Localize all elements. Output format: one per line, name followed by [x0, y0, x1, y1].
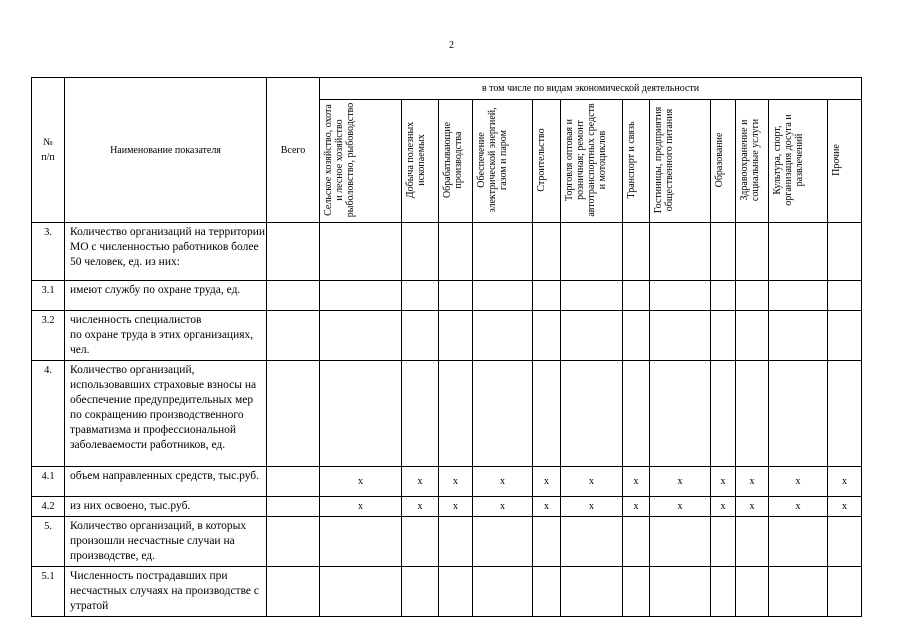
data-cell[interactable]	[320, 361, 402, 467]
not-applicable-mark: х	[320, 467, 402, 497]
row-indicator-name: объем направленных средств, тыс.руб.	[65, 467, 267, 497]
not-applicable-mark: х	[828, 467, 862, 497]
num-header	[32, 78, 65, 223]
not-applicable-mark: х	[439, 497, 473, 517]
data-cell[interactable]	[650, 567, 711, 617]
data-cell[interactable]	[320, 223, 402, 281]
data-cell[interactable]	[769, 361, 828, 467]
not-applicable-mark: х	[561, 497, 623, 517]
report-table	[31, 77, 862, 617]
data-cell[interactable]	[533, 361, 561, 467]
data-cell[interactable]	[561, 361, 623, 467]
data-cell[interactable]	[769, 223, 828, 281]
total-cell[interactable]	[267, 467, 320, 497]
data-cell[interactable]	[320, 311, 402, 361]
activity-group-label: в том числе по видам экономической деятельности	[481, 83, 700, 94]
activity-group-header	[320, 78, 862, 100]
data-cell[interactable]	[623, 567, 650, 617]
name-header-label: Наименование показателя	[110, 144, 221, 156]
not-applicable-mark: х	[561, 467, 623, 497]
data-cell[interactable]	[711, 567, 736, 617]
not-applicable-mark: х	[650, 497, 711, 517]
not-applicable-mark: х	[736, 467, 769, 497]
row-indicator-name: Количество организаций, использовавших страховые взносы на обеспечение предупредительных мер по сокращению производственного травматизма и профессиональной заболеваемости работников, ед.	[65, 361, 267, 467]
data-cell[interactable]	[473, 567, 533, 617]
data-cell[interactable]	[828, 223, 862, 281]
activity-header-label: Здравоохранение и социальные услуги	[739, 118, 761, 202]
num-header-label: № п/п	[41, 137, 55, 163]
activity-header-1	[402, 100, 439, 223]
not-applicable-mark: х	[711, 497, 736, 517]
data-cell[interactable]	[473, 361, 533, 467]
row-number: 5.1	[32, 567, 65, 617]
data-cell[interactable]	[439, 223, 473, 281]
activity-header-label: Прочие	[831, 144, 842, 176]
row-number: 4.	[32, 361, 65, 467]
name-header	[65, 78, 267, 223]
table-row	[32, 361, 862, 467]
data-cell[interactable]	[439, 361, 473, 467]
data-cell[interactable]	[533, 223, 561, 281]
not-applicable-mark: х	[828, 497, 862, 517]
row-number: 5.	[32, 517, 65, 567]
table-row	[32, 517, 862, 567]
data-cell[interactable]	[439, 311, 473, 361]
row-number: 4.2	[32, 497, 65, 517]
data-cell[interactable]	[650, 361, 711, 467]
not-applicable-mark: х	[533, 497, 561, 517]
row-indicator-name: имеют службу по охране труда, ед.	[65, 281, 267, 311]
data-cell[interactable]	[561, 567, 623, 617]
total-cell[interactable]	[267, 311, 320, 361]
activity-header-label: Обеспечение электрической энергией, газом и паром	[476, 107, 509, 213]
activity-header-8	[711, 100, 736, 223]
total-header	[267, 78, 320, 223]
total-cell[interactable]	[267, 497, 320, 517]
data-cell[interactable]	[402, 567, 439, 617]
data-cell[interactable]	[828, 567, 862, 617]
data-cell[interactable]	[402, 281, 439, 311]
data-cell[interactable]	[439, 281, 473, 311]
data-cell[interactable]	[473, 311, 533, 361]
data-cell[interactable]	[711, 223, 736, 281]
data-cell[interactable]	[736, 281, 769, 311]
activity-header-label: Строительство	[536, 128, 547, 192]
data-cell[interactable]	[402, 311, 439, 361]
data-cell[interactable]	[473, 223, 533, 281]
table-row	[32, 567, 862, 617]
row-number: 3.	[32, 223, 65, 281]
activity-header-9	[736, 100, 769, 223]
total-cell[interactable]	[267, 567, 320, 617]
activity-header-6	[623, 100, 650, 223]
data-cell[interactable]	[320, 567, 402, 617]
data-cell[interactable]	[623, 223, 650, 281]
page-number: 2	[449, 40, 454, 51]
data-cell[interactable]	[828, 281, 862, 311]
not-applicable-mark: х	[473, 467, 533, 497]
activity-header-label: Транспорт и связь	[626, 121, 637, 199]
total-cell[interactable]	[267, 517, 320, 567]
not-applicable-mark: х	[769, 467, 828, 497]
not-applicable-mark: х	[320, 497, 402, 517]
activity-header-label: Добыча полезных ископаемых	[405, 121, 427, 199]
table-row	[32, 311, 862, 361]
table-row	[32, 467, 862, 497]
not-applicable-mark: х	[439, 467, 473, 497]
row-indicator-name: Численность пострадавших при несчастных случаях на производстве с утратой	[65, 567, 267, 617]
table-row	[32, 281, 862, 311]
data-cell[interactable]	[320, 517, 402, 567]
total-cell[interactable]	[267, 361, 320, 467]
data-cell[interactable]	[533, 517, 561, 567]
activity-header-3	[473, 100, 533, 223]
row-number: 4.1	[32, 467, 65, 497]
row-number: 3.1	[32, 281, 65, 311]
data-cell[interactable]	[736, 311, 769, 361]
not-applicable-mark: х	[769, 497, 828, 517]
data-cell[interactable]	[828, 361, 862, 467]
data-cell[interactable]	[561, 223, 623, 281]
data-cell[interactable]	[650, 517, 711, 567]
data-cell[interactable]	[561, 311, 623, 361]
data-cell[interactable]	[711, 311, 736, 361]
not-applicable-mark: х	[402, 497, 439, 517]
total-cell[interactable]	[267, 223, 320, 281]
row-indicator-name: из них освоено, тыс.руб.	[65, 497, 267, 517]
activity-header-7	[650, 100, 711, 223]
data-cell[interactable]	[533, 311, 561, 361]
data-cell[interactable]	[533, 281, 561, 311]
data-cell[interactable]	[402, 361, 439, 467]
row-indicator-name: численность специалистов по охране труда в этих организациях, чел.	[65, 311, 267, 361]
data-cell[interactable]	[650, 311, 711, 361]
not-applicable-mark: х	[623, 497, 650, 517]
not-applicable-mark: х	[533, 467, 561, 497]
total-cell[interactable]	[267, 281, 320, 311]
data-cell[interactable]	[769, 281, 828, 311]
data-cell[interactable]	[711, 281, 736, 311]
activity-header-label: Образование	[714, 132, 725, 188]
activity-header-5	[561, 100, 623, 223]
data-cell[interactable]	[769, 311, 828, 361]
row-indicator-name: Количество организаций на территории МО с численностью работников более 50 человек, ед. из них:	[65, 223, 267, 281]
data-cell[interactable]	[623, 517, 650, 567]
data-cell[interactable]	[439, 567, 473, 617]
data-cell[interactable]	[320, 281, 402, 311]
data-cell[interactable]	[828, 517, 862, 567]
data-cell[interactable]	[439, 517, 473, 567]
not-applicable-mark: х	[650, 467, 711, 497]
row-indicator-name: Количество организаций, в которых произошли несчастные случаи на производстве, ед.	[65, 517, 267, 567]
activity-header-label: Торговля оптовая и розничная; ремонт автотранспортных средств и мотоциклов	[564, 103, 608, 217]
data-cell[interactable]	[711, 517, 736, 567]
data-cell[interactable]	[711, 361, 736, 467]
data-cell[interactable]	[561, 281, 623, 311]
activity-header-2	[439, 100, 473, 223]
data-cell[interactable]	[769, 567, 828, 617]
activity-header-0	[320, 100, 402, 223]
activity-header-label: Сельское хозяйство, охота и лесное хозяйство рыболовство, рыбоводство	[323, 102, 356, 218]
data-cell[interactable]	[402, 223, 439, 281]
data-cell[interactable]	[402, 517, 439, 567]
activity-header-11	[828, 100, 862, 223]
activity-header-4	[533, 100, 561, 223]
data-cell[interactable]	[828, 311, 862, 361]
data-cell[interactable]	[736, 517, 769, 567]
not-applicable-mark: х	[623, 467, 650, 497]
activity-header-label: Обрабатывающие производства	[442, 121, 464, 199]
data-cell[interactable]	[736, 223, 769, 281]
table-row	[32, 223, 862, 281]
table-row	[32, 497, 862, 517]
data-cell[interactable]	[736, 567, 769, 617]
activity-header-label: Гостиницы, предприятия общественного питания	[653, 106, 675, 214]
data-cell[interactable]	[473, 517, 533, 567]
not-applicable-mark: х	[402, 467, 439, 497]
data-cell[interactable]	[736, 361, 769, 467]
data-cell[interactable]	[623, 311, 650, 361]
not-applicable-mark: х	[736, 497, 769, 517]
data-cell[interactable]	[473, 281, 533, 311]
data-cell[interactable]	[561, 517, 623, 567]
activity-header-label: Культура, спорт, организация досуга и развлечений	[772, 114, 805, 206]
total-header-label: Всего	[280, 144, 306, 156]
activity-header-10	[769, 100, 828, 223]
data-cell[interactable]	[769, 517, 828, 567]
not-applicable-mark: х	[711, 467, 736, 497]
not-applicable-mark: х	[473, 497, 533, 517]
row-number: 3.2	[32, 311, 65, 361]
data-cell[interactable]	[623, 361, 650, 467]
data-cell[interactable]	[533, 567, 561, 617]
data-cell[interactable]	[623, 281, 650, 311]
data-cell[interactable]	[650, 281, 711, 311]
data-cell[interactable]	[650, 223, 711, 281]
